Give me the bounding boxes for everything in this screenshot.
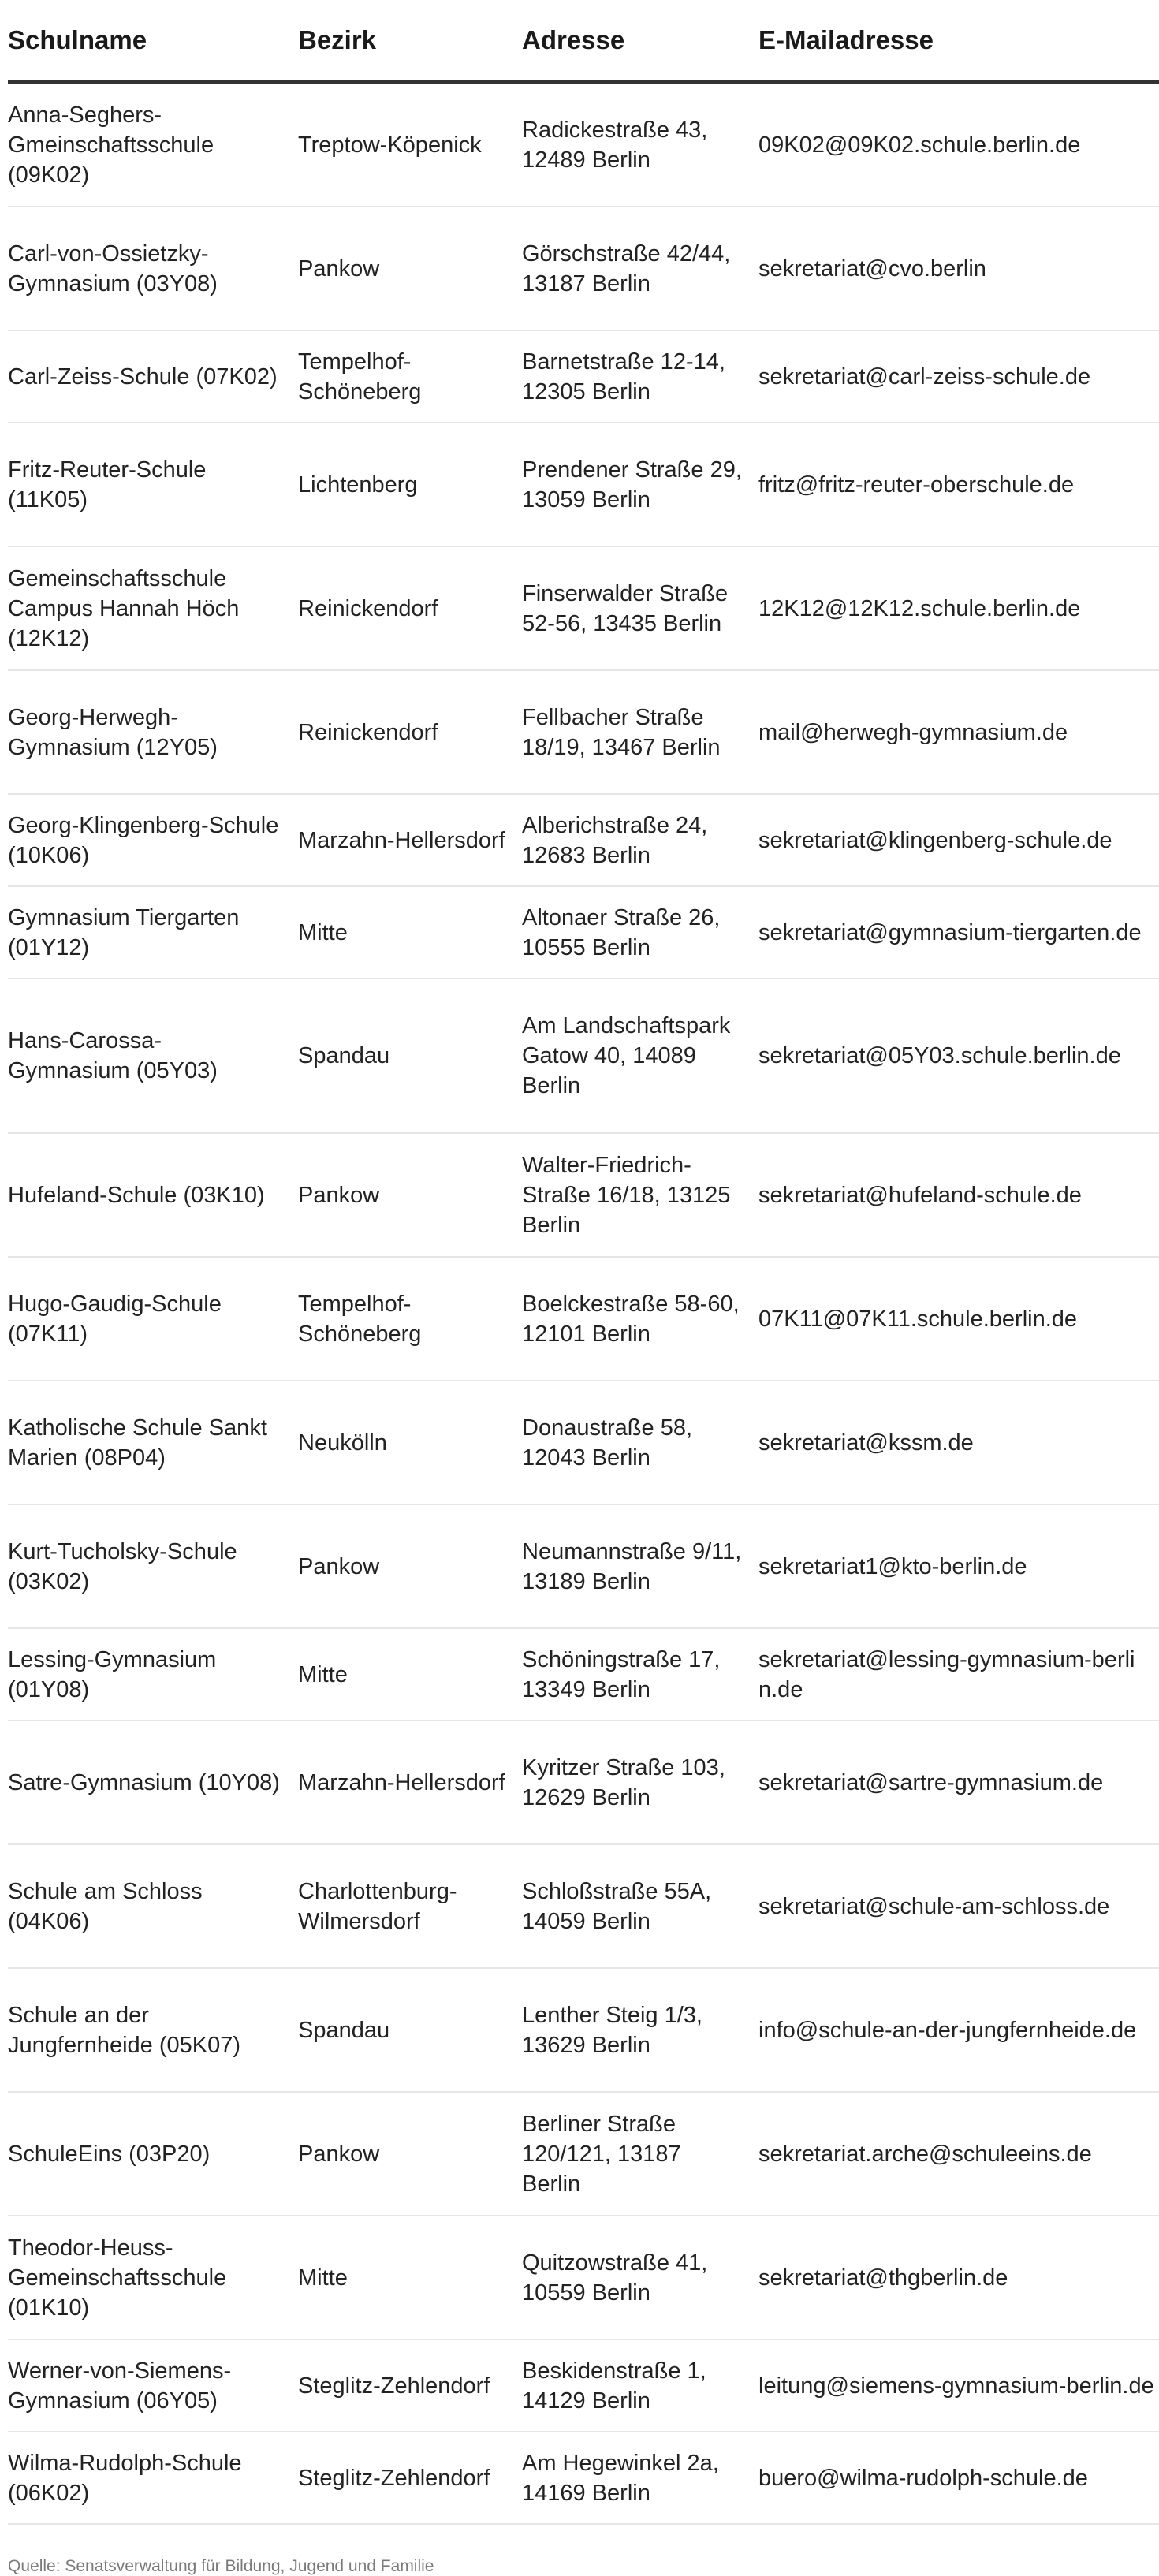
header-adresse[interactable]: Adresse bbox=[522, 0, 758, 82]
cell-email: fritz@fritz-reuter-oberschule.de bbox=[758, 423, 1159, 546]
cell-adresse: Görschstraße 42/44, 13187 Berlin bbox=[522, 207, 758, 330]
table-row bbox=[8, 2432, 1159, 2524]
cell-email: sekretariat@lessing-gymnasium-berlin.de bbox=[758, 1628, 1159, 1720]
cell-schulname: Carl-Zeiss-Schule (07K02) bbox=[8, 330, 298, 423]
cell-adresse: Beskidenstraße 1, 14129 Berlin bbox=[522, 2339, 758, 2432]
cell-adresse: Finserwalder Straße 52-56, 13435 Berlin bbox=[522, 546, 758, 670]
cell-email: mail@herwegh-gymnasium.de bbox=[758, 670, 1159, 794]
cell-schulname: Satre-Gymnasium (10Y08) bbox=[8, 1720, 298, 1844]
cell-adresse: Prendener Straße 29, 13059 Berlin bbox=[522, 423, 758, 546]
table-row bbox=[8, 1968, 1159, 2092]
cell-adresse: Fellbacher Straße 18/19, 13467 Berlin bbox=[522, 670, 758, 794]
cell-bezirk: Pankow bbox=[298, 1133, 522, 1257]
cell-adresse: Donaustraße 58, 12043 Berlin bbox=[522, 1381, 758, 1504]
cell-bezirk: Steglitz-Zehlendorf bbox=[298, 2432, 522, 2524]
cell-email: 12K12@12K12.schule.berlin.de bbox=[758, 546, 1159, 670]
cell-bezirk: Charlottenburg-Wilmersdorf bbox=[298, 1844, 522, 1968]
cell-bezirk: Pankow bbox=[298, 2092, 522, 2216]
table-row bbox=[8, 2216, 1159, 2339]
table-row bbox=[8, 423, 1159, 546]
cell-schulname: Gymnasium Tiergarten (01Y12) bbox=[8, 886, 298, 979]
cell-bezirk: Steglitz-Zehlendorf bbox=[298, 2339, 522, 2432]
cell-schulname: Lessing-Gymnasium (01Y08) bbox=[8, 1628, 298, 1720]
cell-adresse: Am Landschaftspark Gatow 40, 14089 Berlin bbox=[522, 979, 758, 1133]
table-row bbox=[8, 794, 1159, 886]
cell-bezirk: Treptow-Köpenick bbox=[298, 82, 522, 207]
cell-bezirk: Pankow bbox=[298, 207, 522, 330]
cell-email: sekretariat@klingenberg-schule.de bbox=[758, 794, 1159, 886]
cell-email: sekretariat@kssm.de bbox=[758, 1381, 1159, 1504]
cell-bezirk: Neukölln bbox=[298, 1381, 522, 1504]
cell-email: sekretariat.arche@schuleeins.de bbox=[758, 2092, 1159, 2216]
cell-adresse: Schöningstraße 17, 13349 Berlin bbox=[522, 1628, 758, 1720]
header-email[interactable]: E-Mailadresse bbox=[758, 0, 1159, 82]
cell-schulname: Carl-von-Ossietzky-Gymnasium (03Y08) bbox=[8, 207, 298, 330]
cell-bezirk: Pankow bbox=[298, 1504, 522, 1628]
cell-schulname: Hans-Carossa-Gymnasium (05Y03) bbox=[8, 979, 298, 1133]
cell-bezirk: Mitte bbox=[298, 886, 522, 979]
cell-schulname: Georg-Herwegh-Gymnasium (12Y05) bbox=[8, 670, 298, 794]
cell-bezirk: Reinickendorf bbox=[298, 670, 522, 794]
cell-bezirk: Tempelhof-Schöneberg bbox=[298, 1257, 522, 1381]
cell-email: sekretariat@sartre-gymnasium.de bbox=[758, 1720, 1159, 1844]
cell-email: 09K02@09K02.schule.berlin.de bbox=[758, 82, 1159, 207]
cell-bezirk: Tempelhof-Schöneberg bbox=[298, 330, 522, 423]
cell-schulname: Hufeland-Schule (03K10) bbox=[8, 1133, 298, 1257]
cell-email: buero@wilma-rudolph-schule.de bbox=[758, 2432, 1159, 2524]
cell-adresse: Quitzowstraße 41, 10559 Berlin bbox=[522, 2216, 758, 2339]
cell-adresse: Barnetstraße 12-14, 12305 Berlin bbox=[522, 330, 758, 423]
cell-bezirk: Mitte bbox=[298, 2216, 522, 2339]
cell-schulname: Wilma-Rudolph-Schule (06K02) bbox=[8, 2432, 298, 2524]
cell-schulname: SchuleEins (03P20) bbox=[8, 2092, 298, 2216]
table-row bbox=[8, 979, 1159, 1133]
table-row bbox=[8, 1628, 1159, 1720]
cell-bezirk: Marzahn-Hellersdorf bbox=[298, 794, 522, 886]
cell-adresse: Boelckestraße 58-60, 12101 Berlin bbox=[522, 1257, 758, 1381]
cell-adresse: Walter-Friedrich-Straße 16/18, 13125 Berlin bbox=[522, 1133, 758, 1257]
table-row bbox=[8, 1133, 1159, 1257]
cell-schulname: Anna-Seghers-Gmeinschaftsschule (09K02) bbox=[8, 82, 298, 207]
table-header-row bbox=[8, 0, 1159, 82]
cell-email: sekretariat1@kto-berlin.de bbox=[758, 1504, 1159, 1628]
cell-email: info@schule-an-der-jungfernheide.de bbox=[758, 1968, 1159, 2092]
cell-email: sekretariat@thgberlin.de bbox=[758, 2216, 1159, 2339]
header-bezirk[interactable]: Bezirk bbox=[298, 0, 522, 82]
cell-email: 07K11@07K11.schule.berlin.de bbox=[758, 1257, 1159, 1381]
table-row bbox=[8, 670, 1159, 794]
table-row bbox=[8, 207, 1159, 330]
cell-schulname: Georg-Klingenberg-Schule (10K06) bbox=[8, 794, 298, 886]
cell-email: sekretariat@hufeland-schule.de bbox=[758, 1133, 1159, 1257]
table-row bbox=[8, 546, 1159, 670]
cell-adresse: Berliner Straße 120/121, 13187 Berlin bbox=[522, 2092, 758, 2216]
table-row bbox=[8, 1381, 1159, 1504]
cell-bezirk: Reinickendorf bbox=[298, 546, 522, 670]
table-row bbox=[8, 886, 1159, 979]
header-schulname[interactable]: Schulname bbox=[8, 0, 298, 82]
table-row bbox=[8, 1720, 1159, 1844]
cell-schulname: Schule an der Jungfernheide (05K07) bbox=[8, 1968, 298, 2092]
cell-schulname: Werner-von-Siemens-Gymnasium (06Y05) bbox=[8, 2339, 298, 2432]
cell-bezirk: Spandau bbox=[298, 979, 522, 1133]
cell-schulname: Kurt-Tucholsky-Schule (03K02) bbox=[8, 1504, 298, 1628]
cell-email: sekretariat@cvo.berlin bbox=[758, 207, 1159, 330]
cell-email: leitung@siemens-gymnasium-berlin.de bbox=[758, 2339, 1159, 2432]
cell-schulname: Fritz-Reuter-Schule (11K05) bbox=[8, 423, 298, 546]
cell-adresse: Alberichstraße 24, 12683 Berlin bbox=[522, 794, 758, 886]
table-row bbox=[8, 330, 1159, 423]
cell-bezirk: Marzahn-Hellersdorf bbox=[298, 1720, 522, 1844]
cell-schulname: Katholische Schule Sankt Marien (08P04) bbox=[8, 1381, 298, 1504]
cell-adresse: Neumannstraße 9/11, 13189 Berlin bbox=[522, 1504, 758, 1628]
table-row bbox=[8, 82, 1159, 207]
cell-email: sekretariat@schule-am-schloss.de bbox=[758, 1844, 1159, 1968]
cell-email: sekretariat@carl-zeiss-schule.de bbox=[758, 330, 1159, 423]
cell-adresse: Am Hegewinkel 2a, 14169 Berlin bbox=[522, 2432, 758, 2524]
cell-adresse: Lenther Steig 1/3, 13629 Berlin bbox=[522, 1968, 758, 2092]
cell-schulname: Hugo-Gaudig-Schule (07K11) bbox=[8, 1257, 298, 1381]
table-row bbox=[8, 2092, 1159, 2216]
cell-schulname: Theodor-Heuss-Gemeinschaftsschule (01K10) bbox=[8, 2216, 298, 2339]
cell-schulname: Schule am Schloss (04K06) bbox=[8, 1844, 298, 1968]
cell-bezirk: Mitte bbox=[298, 1628, 522, 1720]
cell-email: sekretariat@gymnasium-tiergarten.de bbox=[758, 886, 1159, 979]
source-note: Quelle: Senatsverwaltung für Bildung, Jugend und Familie bbox=[8, 2557, 434, 2575]
cell-email: sekretariat@05Y03.schule.berlin.de bbox=[758, 979, 1159, 1133]
cell-adresse: Schloßstraße 55A, 14059 Berlin bbox=[522, 1844, 758, 1968]
table-row bbox=[8, 1844, 1159, 1968]
cell-adresse: Radickestraße 43, 12489 Berlin bbox=[522, 82, 758, 207]
table-row bbox=[8, 2339, 1159, 2432]
cell-bezirk: Spandau bbox=[298, 1968, 522, 2092]
cell-adresse: Kyritzer Straße 103, 12629 Berlin bbox=[522, 1720, 758, 1844]
table-row bbox=[8, 1504, 1159, 1628]
cell-bezirk: Lichtenberg bbox=[298, 423, 522, 546]
schools-table bbox=[8, 0, 1159, 2525]
table-row bbox=[8, 1257, 1159, 1381]
cell-schulname: Gemeinschaftsschule Campus Hannah Höch (12K12) bbox=[8, 546, 298, 670]
cell-adresse: Altonaer Straße 26, 10555 Berlin bbox=[522, 886, 758, 979]
